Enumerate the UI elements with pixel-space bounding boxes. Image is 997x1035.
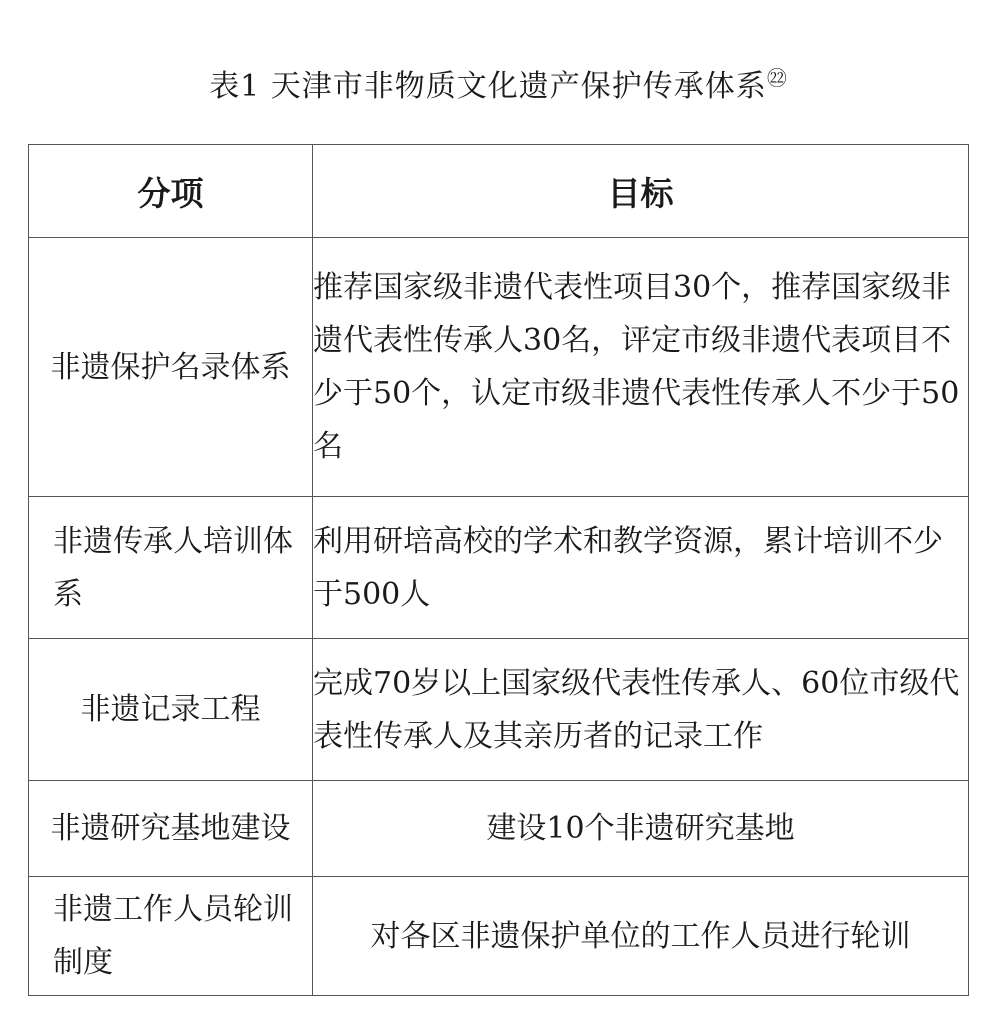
goal-cell: 建设10个非遗研究基地 xyxy=(313,781,969,877)
table-row xyxy=(29,238,969,497)
goal-cell: 对各区非遗保护单位的工作人员进行轮训 xyxy=(313,877,969,996)
goal-cell: 完成70岁以上国家级代表性传承人、60位市级代表性传承人及其亲历者的记录工作 xyxy=(313,639,969,781)
table-row xyxy=(29,877,969,996)
table-title xyxy=(0,58,997,107)
category-cell: 非遗保护名录体系 xyxy=(29,238,313,497)
goal-cell: 利用研培高校的学术和教学资源，累计培训不少于500人 xyxy=(313,497,969,639)
table-row xyxy=(29,497,969,639)
table-header-row xyxy=(29,145,969,238)
heritage-system-table xyxy=(28,144,969,996)
category-cell: 非遗记录工程 xyxy=(29,639,313,781)
category-cell: 非遗工作人员轮训制度 xyxy=(29,877,313,996)
goal-cell: 推荐国家级非遗代表性项目30个，推荐国家级非遗代表性传承人30名，评定市级非遗代表项目不少于50个，认定市级非遗代表性传承人不少于50名 xyxy=(313,238,969,497)
table-row xyxy=(29,781,969,877)
column-header-goal: 目标 xyxy=(313,145,969,238)
table-title-text: 表1 天津市非物质文化遗产保护传承体系 xyxy=(209,69,767,104)
table-row xyxy=(29,639,969,781)
category-cell: 非遗研究基地建设 xyxy=(29,781,313,877)
category-cell: 非遗传承人培训体系 xyxy=(29,497,313,639)
column-header-category: 分项 xyxy=(29,145,313,238)
footnote-marker: ㉒ xyxy=(766,66,788,90)
